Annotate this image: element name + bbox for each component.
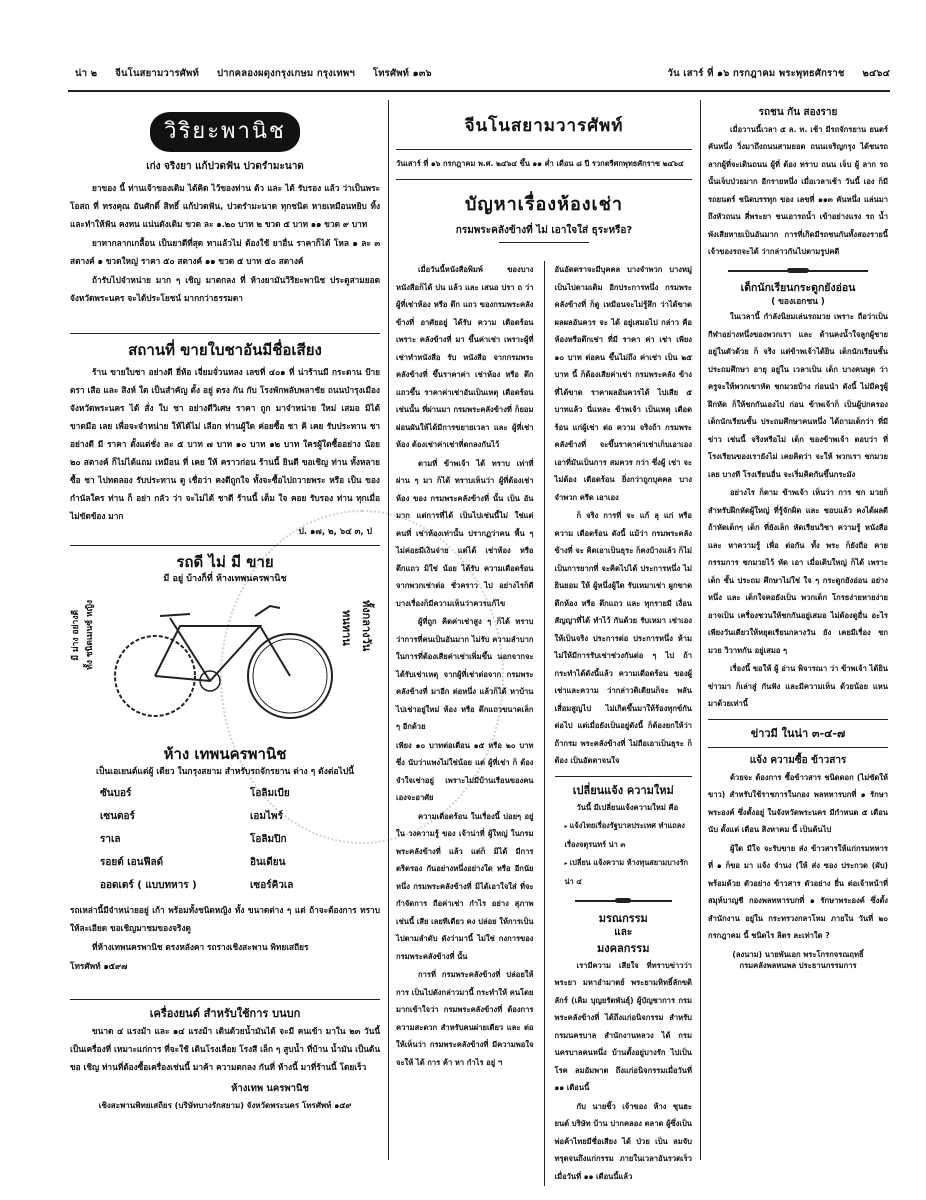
section-label: ข่าวมี ในน่า ๓-๔-๗: [750, 726, 846, 740]
news-title: รถชน กัน สองราย: [758, 107, 838, 118]
column-divider: [700, 100, 701, 1160]
brand-item: ซันบอร์: [100, 788, 132, 800]
editorial-col-b: [555, 261, 693, 1186]
editorial-paragraph: เพียง ๑๐ บาทต่อเดือน ๑๕ หรือ ๒๐ บาท ซึ่ง นับว่าแพงไม่ใช่น้อย แต่ ผู้ที่เช่า ก็ ต้องจำใจเช่าอยู่ เพราะไม่มีบ้านเรือนของคนเองจะอาศัย: [396, 740, 534, 803]
brand-item: ออดเตร์ ( แบบทหาร ): [100, 880, 197, 892]
notice-item: ▸ เปลี่ยน แจ้งความ ห้างทุนสยามบางรัก น่า ๔: [555, 854, 693, 891]
mourning-paragraph: เรามีความ เสียใจ ที่ทราบข่าวว่า พระยา มหาอำมาตย์ พระยามหิทธิ์ลักขติลักร์ (เคิม บุญยรัตพันธุ์) ผู้บัญชาการ กรม พระคลังข้างที่ ได้ถึงแก่อนิจกรรม สำหรับกรมนครบาล สำนักงานหลวง ได้ กรมนครบาลคนหนึ่ง บ้านตั้งอยู่บางรัก ไปเป็นโรค ลมอัมพาต ถึงแก่อนิจกรรมเมื่อวันที่ ๑๑ เดือนนี้: [554, 960, 692, 1093]
editorial-paragraph: ผู้ที่ถูก คิดค่าเช่าสูง ๆ ก็ได้ ทราบ ว่าการที่คนเป็นอันมาก ไม่รับ ความลำบาก ในการที่ต้องเสียค่าเช่าเพิ่มขึ้น นอกจากจะได้รับเช่าเหตุ จากผู้ที่เช่าต่อจาก กรมพระคลังข้างที่ มาอีก ต่อหนึ่ง แล้วก็ได้ หาบ้าน ไปเช่าอยู่ใหม่ ห้อง หรือ ตึกแถวขนาดเล็ก ๆ อีกด้วย: [396, 617, 534, 732]
center-column: [396, 98, 692, 1186]
shop-name: ห้าง เทพนครพานิช: [163, 745, 287, 764]
brand-item: เซนตอร์: [100, 811, 135, 823]
news-paragraph: ในเวลานี้ กำลังนิยมเล่นรถมวย เพราะ ถือว่าเป็นกีฬาอย่างหนึ่งของพวกเรา และ ด้านคงน้ำใจลูกผู้ชาย อยู่ในตัวด้วย ก็ จริง แต่ข้าพเจ้าได้ยิน เด็กนักเรียนชั้นประถมศึกษา อายุ อยู่ใน เวลาเป็น เด็ก บางคนพูด ว่า ครูจะให้พวกเขาหัด ชกมวยบ้าง ก่อนนำ ดังนี้ ไม่มีครูผู้ฝึกหัด ก็ให้ชกกันเองไป ก่อน ข้าพเจ้าก็ เป็นผู้ปกครองเด็กนักเรียนชั้น ประถมศึกษาคนหนึ่ง ได้ถามเด็กว่า ที่มี ข่าว เช่นนี้ จริงหรือไม่ เด็ก ของข้าพเจ้า ตอบว่า ที่ โรงเรียนของเรายังไม่ เคยคิดว่า จะให้ พวกเรา ชกมวยเลย บางที โรงเรียนอื่น จะเริ่มคิดกันขึ้นกระมัง: [708, 312, 888, 479]
side-caption: ทั้งกลางวัน: [359, 600, 373, 652]
notice-title: แจ้ง ความซื้อ ข้าวสาร: [749, 755, 847, 767]
ornament-divider: [728, 267, 868, 275]
ad-title: รถดี ไม่ มี ขาย: [176, 552, 274, 571]
ad-note: ที่ห้างเทพนครพานิช ตรงหลังคา รถรางเชิงสะพาน พิทยเสถียร: [92, 942, 309, 953]
mourning-and: และ: [614, 927, 633, 939]
news-paragraph: เมื่อวานนี้เวลา ๕ ล. ท. เช้า มีรถจักรยาน ยนตร์ คันหนึ่ง วิ่งมาถึงถนนสามยอด ถนนเจริญกรุง ได้ชนรถลากผู้ที่จะเดินถนน ผู้ที่ ต้อง ทราบ ถนน เจ็บ ผู้ ลาก รถนั้นเจ็บป่วยมาก อีกรายหนึ่ง เมื่อเวลาเช้า วันนี้ เอง ก็มีรถยนตร์ ชนิดบรรทุก ของ เลขที่ ๑๑๓ คันหนึ่ง แล่นมาถึงหัวถนน สี่พระยา ชนเอารถน้ำ เข้าอย่างแรง รถ น้ำพังเสียหายเป็นอันมาก การที่เกิดมีรถชนกันทั้งสองรายนี้ เจ้าของรถจะได้ ว่ากล่าวกันไปตามรูปคดี: [708, 124, 888, 256]
editorial-title: บัญหาเรื่องห้องเช่า: [464, 193, 624, 215]
section-rule: [708, 747, 888, 748]
ad-intro: เป็นเอเยนต์แต่ผู้ เดียว ในกรุงสยาม สำหรับรถจักรยาน ต่าง ๆ ดังต่อไปนี้: [96, 767, 354, 778]
editorial-paragraph: อันอัตตราจะมีบุคคล บางจำพวก บางหมู่ เป็นไปตามเดิม อีกประการหนึ่ง กรมพระคลังข้างที่ ก็ดู เหมือนจะไม่รู้สึก ว่าได้ขาด ผลผลอันควร จะ ได้ อยู่เสมอไป กล่าว คือ ห้องหรือตึกเช่า ที่มี ราคา ค่า เช่า เพียง ๑๐ บาท ต่อคน ขึ้นไม่ถึง ค่าเช่า เป็น ๒๕ บาท นี้ ก็ต้องเสียค่าเช่า กรมพระคลัง ข้างที่ได้ขาด ราคาผลอันควรได้ ไปเสีย ๕ บาทแล้ว นี่แหละ ข้าพเจ้า เป็นเหตุ เดือดร้อน แก่ผู้เช่า ต่อ ความ จริงถ้า กรมพระคลังข้างที่ จะขึ้นราคาค่าเช่าเก็บเอาเอง เอาที่มันเป็นการ สมควร กว่า ซึ่งผู้ เช่า จะไม่ต้อง เดือดร้อน ยิ่งกว่าถูกบุคคล บางจำพวก ครีด เอาเอง: [554, 265, 692, 502]
ad-phone: โทรศัพท์ ๑๕๙๗: [70, 961, 128, 972]
editorial-col-a: [396, 261, 534, 1186]
ad-paragraph: ยาของ นี้ ท่านเจ้าของเดิม ได้คิด ไว้ของท่าน ต้ว และ ได้ รับรอง แล้ว ว่าเป็นพระ โอสถ ที่ ทรงคุณ อันศักดิ์ สิทธิ์ แก้ปวดฟัน, ปวดรำมะนาด ทุกชนิด หายเหมือนหยิบ ทิ้ง และทำให้ฟัน คงทน แน่นดังเดิม ขวด ละ ๑.๒๐ บาท ๒ ขวด ๕ บาท ๑๑ ขวด ๙ บาท: [70, 182, 380, 229]
editorial-paragraph: ตามที่ ข้าพเจ้า ได้ ทราบ เท่าที่ ผ่าน ๆ มา ก็ได้ ทราบเห็นว่า ผู้ที่ต้องเช่า ห้อง ของ กรมพระคลังข้างที่ นั้น เป็น อันมาก แต่การที่ได้ เป็นไปเช่นนี้ไม่ ใช่แต่ คนที่ เช่าห้องเท่านั้น ปรากฏว่าคน พื้น ๆ ไม่ค่อยมีเงินจ่าย แต่ได้ เช่าห้อง หรือ ตึกแถว มิใช่ น้อย ได้รับ ความเดือดร้อน จากพวกเช่าต่อ ชั่วคราว ไป อย่างไรก็ดี บางเรื่องก็มีความเห็นว่าควรแก้ไข: [396, 458, 534, 608]
editorial-subtitle: กรมพระคลังข้างที่ ไม่ เอาใจใส่ ธุระหรือ?: [455, 224, 633, 236]
ad-engine: [70, 1006, 380, 1111]
news-title: เด็กนักเรียนกระดูกยังอ่อน: [740, 281, 856, 294]
masthead-rule: [396, 149, 692, 150]
brand-item: เอมไพร์: [250, 811, 284, 823]
bicycle-icon: [110, 596, 350, 726]
ornament-divider: [575, 897, 673, 905]
mourning-title: มรณกรรม: [598, 911, 648, 925]
masthead: จีนโนสยามวารศัพท์: [464, 116, 624, 136]
notice-intro: วันนี้ มีเปลี่ยนแจ้งความใหม่ คือ: [576, 802, 679, 812]
ad-signature: ป. ๑๗, ๒, ๖๔ ๓, ป: [298, 527, 372, 538]
ad-viriya: [70, 112, 380, 307]
section-rule: [555, 776, 693, 777]
section-rule: [708, 719, 888, 720]
issue-year: ๒๔๖๔: [862, 68, 890, 80]
ad-title: สถานที่ ขายใบชาอันมีชื่อเสียง: [128, 340, 322, 359]
brand-item: เซอร์คิวเล: [250, 880, 294, 892]
header-rule: [68, 90, 890, 92]
notice-title: เปลี่ยนแจ้ง ความใหม่: [572, 783, 674, 797]
side-caption: ทั้ง ชนิดเมนซ์ หญิง: [85, 600, 95, 671]
left-column: [70, 98, 380, 1112]
news-paragraph: เรื่องนี้ ขอให้ ผู้ อ่าน พิจารณา ว่า ข้าพเจ้า ได้ยินข่าวมา ก็เล่าสู่ กันฟัง และมีความเห็น ด้วยน้อย แหน มาด้วยเท่านี้: [708, 664, 888, 709]
ad-subtitle: มี อยู่ บ้างก็ที่ ห้างเทพนครพานิช: [163, 574, 287, 585]
editorial-paragraph: ความเดือดร้อน ในเรื่องนี้ บ่อยๆ อยู่ใน วงความรู้ ของ เจ้าน่าที่ ผู้ใหญ่ ในกรมพระคลังข้างที่ แล้ว แต่ก็ มิได้ มีการ ตริตรอง กันอย่างหนึ่งอย่างใด หรือ อีกนัยหนึ่ง กรมพระคลังข้างที่ มิได้เอาใจใส่ ที่จะ กำจัดการ ถือค่าเช่า กำไร อย่าง สุภาพ เช่นนี้ เสีย เลยทีเดียว คง ปล่อย ให้การเป็นไปตามลำดับ ดังว่ามานี้ ไม่ใช่ กงการของกรมพระคลังข้างที่ นั้น: [396, 811, 534, 961]
paper-name: จีนโนสยามวารศัพท์: [115, 68, 199, 80]
notice-signature: (ลงนาม) นายพันเอก พระโกรกจรณฤทธิ์: [732, 949, 864, 959]
notice-rice: [708, 754, 888, 971]
brand-item: รอยต์ เอนฟีลด์: [100, 857, 164, 869]
ad-headline: เก่ง จริงยา แก้ปวดฟัน ปวดรำมะนาด: [146, 161, 304, 172]
inner-column-divider: [544, 261, 545, 1186]
dateline: วันเสาร์ ที่ ๑๖ กรกฎาคม พ.ศ. ๒๔๖๔ ขึ้น ๑๑ ค่ำ เดือน ๘ ปี รวกตรีศกพุทธศักราช ๒๔๖๔: [396, 158, 684, 168]
mourning-title: มงคลกรรม: [597, 941, 650, 955]
side-caption: ทนทาน: [339, 610, 353, 647]
ad-paragraph: ยาทากลากเกลื้อน เป็นยาดีที่สุด ทาแล้วไม่ ต้องใช้ ยาอื่น ราคาก็ได้ โหล ๑ ละ ๓ สตางค์ ๑ ขวดใหญ่ ราคา ๕๐ สตางค์ ๑๑ ขวด ๕ บาท ๕๐ สตางค์: [70, 237, 380, 266]
office-address: ปากคลองผดุงกรุงเกษม กรุงเทพฯ: [216, 68, 355, 80]
news-collision: [708, 106, 888, 261]
side-caption: มี ม่าง อย่างดี: [71, 610, 81, 661]
ad-paragraph: ร้าน ขายใบชา อย่างดี ยี่ห้อ เจี่ยมจั่วนหลง เลขที่ ๔๐๑ ที่ น่าร้านมี กระดาน ป้ายตรา เสือ และ สิงห์ ใต เป็นสำคัญ ตั้ง อยู่ ตรง กัน กับ โรงพักพลับพลาชัย ถนนบำรุงเมือง จังหวัดพระนคร ได้ สั่ง ใบ ชา อย่างดีวิเศษ ราคา ถูก มาจำหน่าย ใหม่ เสมอ มิได้ขาดมือ เลย เพื่อจะจำหน่าย ให้ได้ไม่ เลือก ท่านผู้ใด ค่อยซื้อ ชา คิ เคย รับประทาน ชา อย่างดี มี ราคา ตั้งแต่ชั่ง ละ ๕ บาท ๗ บาท ๑๐ บาท ๑๒ บาท ใครผู้ใดซื้ออย่าง น้อย ๒๐ สตางค์ ก็ไม่ได้แถม เหมือน ที่ เคย ให้ คราวก่อน ร้านนี้ ยินดี ขอเชิญ ท่าน ทั้งหลาย ซื้อ ชา ไปทดลอง รับประทาน ดู เชื่อว่า คงดีถูกใจ ทั้งจะซื้อไปถวายพระ หรือ เป็น ของ กำนัลใคร ท่าน ก็ อย่า กลัว ว่า จะไม่ได้ ชาดี ร้านนี้ เต็ม ใจ คอย รับรอง ท่าน ทุกเมื่อ ไม่ขัดข้อง มาก: [70, 367, 380, 522]
section-rule: [70, 333, 380, 334]
issue-date: วัน เสาร์ ที่ ๑๖ กรกฎาคม พระพุทธศักราช: [667, 68, 845, 80]
ad-address: เชิงสะพานพิทยเสถียร (บริษัทบางรักสยาม) จังหวัดพระนคร โทรศัพท์ ๑๕๙: [98, 1101, 352, 1111]
brand-item: โอลิมเบีย: [250, 788, 290, 800]
bicycle-illustration: [70, 590, 380, 740]
notice-paragraph: ด้วยจะ ต้องการ ซื้อข้าวสาร ชนิดดอก (ไม่ซัดให้ขาว) สำหรับใช้ราชการในกอง พลทหารบกที่ ๑ รักษาพระองค์ ซึ่งตั้งอยู่ ในจังหวัดพระนคร มีกำหนด ๕ เดือน นับ ตั้งแต่ เดือน สิงหาคม นี้ เป็นต้นไป: [708, 772, 888, 835]
masthead-rule: [396, 179, 692, 180]
editorial-paragraph: ก็ จริง การที่ จะ แก้ ลุ แก่ หรือ ความ เดือดร้อน ดังนี้ แม้ว่า กรมพระคลังข้างที่ จะ คิดเอาเป็นธุระ ก็คงบ้างแล้ว ก็ไม่ เป็นการยากที่ จะคิดไปได้ ประการหนึ่ง ไม่ ยินยอม ให้ ผู้หนึ่งผู้ใด รับเหมาเช่า ผูกขาด ตึกห้อง หรือ ตึกแถว และ ทุกรายมี เงื่อนสัญญาที่ได้ ทำไว้ กันด้วย รับเหมา เช่าเอง ให้เป็นจริง ประการต่อ ประการหนึ่ง ห้ามไม่ให้มีการรับเช่าช่วงกันต่อ ๆ ไป ถ้ากระทำได้ดังนี้แล้ว ความเดือดร้อน ของผู้เช่าและความ ว่ากล่าวติเตียนก็จะ พลัน เสื่อมสูญไป ไม่เกิดขึ้นมาให้ร้องทุกข์กัน ต่อไป แต่เมื่อยังเป็นอยู่ดังนี้ ก็ต้องยกให้ว่า ถ้ากรม พระคลังข้างที่ ไม่ถือเอาเป็นธุระ ก็ต้อง เป็นอัตตาจนใจ: [554, 511, 693, 766]
ad-paragraph: ขนาด ๔ แรงม้า และ ๑๔ แรงม้า เดินด้วยน้ำมันได้ จะมี คนเข้า มาใน ๒๓ วันนี้ เป็นเครื่องที่ เหมาะแก่การ ที่จะใช้ เดินโรงเลื่อย โรงสี เล็ก ๆ สูบน้ำ ที่บ้าน น้ำมัน เป็นต้น ขอ เชิญ ท่านที่ต้องซื้อเครื่องเช่นนี้ มาค้า ความตกลง กันที่ ห้างนี้ มาที่ร้านนี้ โดยเร็ว: [70, 1026, 380, 1073]
notice-signature: กรมคลังพลหนพล ประธานกรรมการ: [739, 960, 857, 970]
brand-item: อินเดียน: [250, 857, 286, 869]
news-byline: ( ของเอกชน ): [771, 296, 825, 307]
editorial-paragraph: เมื่อวันนี้หนังสือพิมพ์ ของบางหนังสือก็ได้ บ่น แล้ว และ เสนอ ปรา ถ ว่า ผู้ที่เช่าห้อง หรือ ตึก แถว ของกรมพระคลังข้างที่ อาศัยอยู่ ได้รับ ความ เดือดร้อน เพราะ คลังข้างที่ มา ขึ้นค่าเช่า เพราะผู้ที่เช่าทำหนังสือ รับ หนังสือ จากกรมพระคลังข้างที่ ขึ้นราคาค่า เช่าห้อง หรือ ตึก แถวขึ้น ราคาค่าเช่าอันเป็นเหตุ เดือดร้อน เช่นนั้น ที่ผ่านมา กรมพระคลังข้างที่ ก็ยอมผ่อนผันให้ได้มีการขยายเวลา และ ผู้ที่เช่าห้อง ต้องเช่าค่าเช่าที่ตกลงกันไว้: [396, 265, 534, 450]
page-label: น่า ๒: [75, 68, 98, 80]
editorial-body: [396, 261, 692, 1186]
viriya-logo: วิริยะพานิช: [150, 112, 300, 152]
running-head: [75, 66, 890, 82]
phone-number: โทรศัพท์ ๑๓๖: [372, 68, 432, 80]
brand-item: โอลิมปิก: [250, 834, 287, 846]
mourning-paragraph: กับ นายชิ้ว เจ้าของ ห้าง ชุนฮะ ยนต์ บริษัท บ้าน ปากคลอง ตลาด ผู้ซึ่งเป็น พ่อค้าไทยมีชื่อเสียง ได้ ป่วย เป็น ลมจับ ทรุดจนถึงแก่กรรม ภายในเวลาอันรวดเร็ว เมื่อวันที่ ๑๑ เดือนนี้แล้ว: [554, 1101, 692, 1181]
brand-item: ราเล: [100, 834, 121, 846]
right-column: [708, 100, 888, 971]
section-rule: [70, 999, 380, 1000]
ad-tea: [70, 340, 380, 539]
ad-shop: ห้างเทพ นครพานิช: [231, 1083, 309, 1095]
ad-note: รถเหล่านี้มีจำหน่ายอยู่ เก้า พร้อมทั้งชนิดหญิง ทั้ง ขนาดต่าง ๆ แต่ ถ้าจะต้องการ ทราบให้ละเอียด ขอเชิญมาชมของจริงดู: [70, 905, 380, 934]
news-school: [708, 281, 888, 713]
notice-paragraph: ผู้ใด มีใจ จะรับขาย ส่ง ข้าวสารให้แก่กรมทหาร ที่ ๑ ก็ขอ มา แจ้ง จำนง (ให้ ส่ง ซอง ประกวด (ผับ) พร้อมด้วย ตัวอย่าง ข้าวสาร ตัวอย่าง ยื่น ต่อเจ้าหน้าที่ สมุห์บาญชี กองพลทหารบกที่ ๑ รักษาพระองค์ ซึ่งตั้ง สำนักงาน อยู่ใน กระทรวงกลาโหม ภายใน วันที่ ๒๐ กรกฎาคม นี้ ชนิดไร ลิตร ละเท่าใด ?: [708, 843, 888, 941]
ad-bicycle: [70, 552, 380, 976]
ad-paragraph: ถ้ารับไปจำหน่าย มาก ๆ เชิญ มาตกลง ที่ ห้างยามันวิริยะพานิช ประตูสามยอด จังหวัดพระนคร จะได้ประโยชน์ มากกว่าธรรมดา: [70, 274, 380, 303]
title-rule: [499, 242, 589, 243]
ad-title: เครื่องยนต์ สำหรับใช้การ บนบก: [149, 1007, 301, 1021]
news-paragraph: อย่างไร ก็ตาม ข้าพเจ้า เห็นว่า การ ชก มวยก็สำหรับฝึกหัดผู้ใหญ่ ที่รู้จักผิด และ ชอบแล้ว คงได้ผลดี ถ้าหัดเด็กๆ เด็ก ที่ยังเล็ก หัดเรียนวิชา ความรู้ หนังสือ และ หาความรู้ เพื่อ ต่อกัน ทั้ง พระ ก็ยังถือ คายกรรมการ ชกมวยไว้ หัด เอา เมื่อเติบใหญ่ ก็ได้ เพราะเด็ก ชั้น ประถม ศึกษาไม่ใช่ ใจ ๆ กระดูกยังอ่อน อย่างหนึ่ง และ เด็กใจคอยังเป็น พวกเด็ก โกรธง่ายหายง่าย อาจเป็น เครื่องชวนให้ชกกันอยู่เสมอ ไม่ต้องดูอื่น อะไร เพียงวันเดียวให้หยุดเรียนกลางวัน ยัง เคยมีเรื่อง ชก มวย วิวาทกัน อยู่เสมอ ๆ: [708, 488, 888, 655]
editorial-paragraph: การที่ กรมพระคลังข้างที่ ปล่อยให้ การ เป็นไปดังกล่าวมานี้ กระทำให้ คนโดยมากเข้าใจว่า กรมพระคลังข้างที่ ต้องการความสะดวก สำหรับคนผ่ายเดียว และ ต่อให้เห็นว่า กรมพระคลังข้างที่ มีความพอใจ จะให้ ได้ การ ค้า หา กำไร อยู่ ฯ: [396, 970, 534, 1067]
notice-item: ▸ แจ้งไทยเรื่องรัฐบาลประเทศ ทำแถลงเรื่องจตุรนทร์ น่า ๓: [555, 817, 693, 854]
